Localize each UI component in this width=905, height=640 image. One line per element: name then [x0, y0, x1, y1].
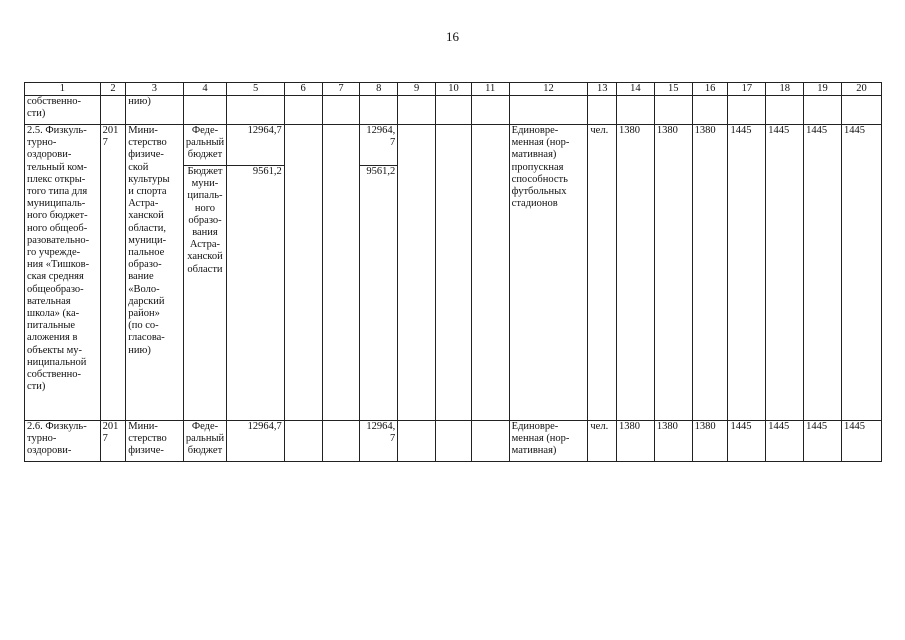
cell-unit: чел. — [588, 421, 617, 462]
cell-amount-5: 12964,7 — [227, 421, 284, 462]
col-header: 13 — [588, 83, 617, 96]
cell-amount-8: 12964,7 — [360, 421, 398, 462]
cell-empty — [398, 125, 436, 421]
cell-executor: нию) — [126, 96, 183, 125]
cell-amount-8: 12964,7 — [360, 125, 398, 166]
table-row-2-6 — [25, 421, 882, 462]
col-header: 16 — [692, 83, 728, 96]
cell-amount — [360, 96, 398, 125]
cell-year: 2017 — [100, 125, 126, 421]
page-number: 16 — [446, 29, 459, 44]
cell-source — [183, 96, 227, 125]
cell-empty — [436, 125, 472, 421]
cell-value — [654, 96, 692, 125]
cell-empty — [471, 96, 509, 125]
cell-empty — [322, 421, 360, 462]
cell-value — [728, 96, 766, 125]
table-row-2-5-federal — [25, 125, 882, 166]
program-table — [24, 82, 882, 462]
cell-amount-8: 9561,2 — [360, 166, 398, 421]
col-header: 10 — [436, 83, 472, 96]
cell-source-federal: Феде- ральный бюджет — [183, 421, 227, 462]
col-header: 9 — [398, 83, 436, 96]
col-header: 1 — [25, 83, 101, 96]
cell-value — [841, 96, 881, 125]
cell-value-16: 1380 — [692, 421, 728, 462]
col-header: 12 — [509, 83, 588, 96]
cell-empty — [471, 421, 509, 462]
col-header: 11 — [471, 83, 509, 96]
cell-unit: чел. — [588, 125, 617, 421]
col-header: 4 — [183, 83, 227, 96]
header-row — [25, 83, 882, 96]
cell-empty — [322, 125, 360, 421]
cell-value-15: 1380 — [654, 421, 692, 462]
cell-value — [617, 96, 655, 125]
cell-name: 2.5. Физкуль- турно- оздорови- тельный ком- плекс откры- того типа для муниципаль- ного бюджет- ного общеоб- разовательно- го учрежде- ния «Тишков- ская средняя общеобразо- вательная школа» (ка- питальные аложения в объекты му- ниципальной собственно- сти) — [25, 125, 101, 421]
cell-source-municipal: Бюджет муни- ципаль- ного образо- вания Астра- ханской области — [183, 166, 227, 421]
col-header: 20 — [841, 83, 881, 96]
cell-value-18: 1445 — [766, 421, 804, 462]
col-header: 5 — [227, 83, 284, 96]
cell-value-20: 1445 — [841, 125, 881, 421]
cell-value-17: 1445 — [728, 125, 766, 421]
cell-year — [100, 96, 126, 125]
cell-indicator — [509, 96, 588, 125]
cell-value-20: 1445 — [841, 421, 881, 462]
col-header: 18 — [766, 83, 804, 96]
cell-value — [804, 96, 842, 125]
cell-empty — [284, 96, 322, 125]
cell-empty — [398, 96, 436, 125]
cell-empty — [284, 125, 322, 421]
col-header: 17 — [728, 83, 766, 96]
cell-indicator: Единовре- менная (нор- мативная) пропускная способность футбольных стадионов — [509, 125, 588, 421]
cell-amount-5: 9561,2 — [227, 166, 284, 421]
col-header: 15 — [654, 83, 692, 96]
col-header: 3 — [126, 83, 183, 96]
cell-value-17: 1445 — [728, 421, 766, 462]
cell-empty — [322, 96, 360, 125]
table-row-continuation — [25, 96, 882, 125]
cell-name: собственно- сти) — [25, 96, 101, 125]
cell-value-16: 1380 — [692, 125, 728, 421]
cell-name: 2.6. Физкуль- турно- оздорови- — [25, 421, 101, 462]
cell-executor: Мини- стерство физиче- ской культуры и спорта Астра- ханской области, муници- пальное образо- вание «Воло- дарский район» (по со- гласова- нию) — [126, 125, 183, 421]
cell-empty — [436, 96, 472, 125]
col-header: 7 — [322, 83, 360, 96]
cell-value-15: 1380 — [654, 125, 692, 421]
cell-empty — [284, 421, 322, 462]
cell-source-federal: Феде- ральный бюджет — [183, 125, 227, 166]
cell-empty — [398, 421, 436, 462]
col-header: 8 — [360, 83, 398, 96]
cell-value-14: 1380 — [617, 421, 655, 462]
col-header: 19 — [804, 83, 842, 96]
cell-value-14: 1380 — [617, 125, 655, 421]
cell-amount — [227, 96, 284, 125]
cell-empty — [436, 421, 472, 462]
col-header: 2 — [100, 83, 126, 96]
cell-value — [692, 96, 728, 125]
col-header: 6 — [284, 83, 322, 96]
cell-value-18: 1445 — [766, 125, 804, 421]
cell-executor: Мини- стерство физиче- — [126, 421, 183, 462]
cell-value — [766, 96, 804, 125]
cell-empty — [471, 125, 509, 421]
col-header: 14 — [617, 83, 655, 96]
cell-value-19: 1445 — [804, 421, 842, 462]
cell-indicator: Единовре- менная (нор- мативная) — [509, 421, 588, 462]
cell-value-19: 1445 — [804, 125, 842, 421]
cell-year: 2017 — [100, 421, 126, 462]
cell-amount-5: 12964,7 — [227, 125, 284, 166]
cell-unit — [588, 96, 617, 125]
